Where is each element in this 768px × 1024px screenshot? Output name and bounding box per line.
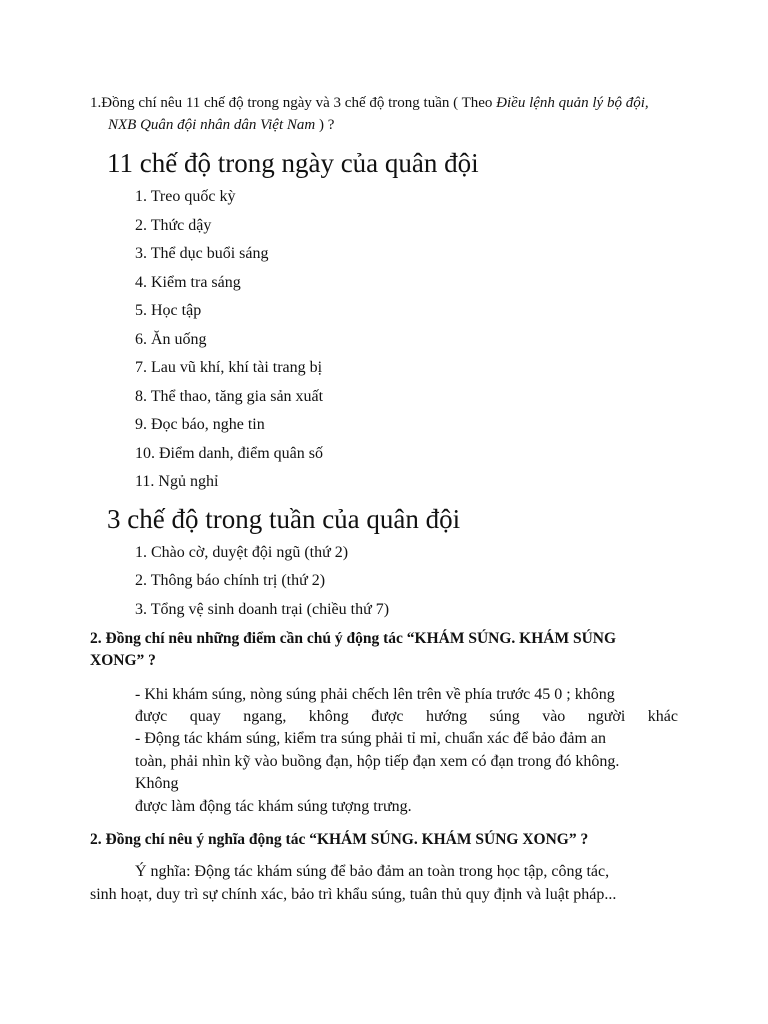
- daily-item-2: 2. Thức dậy: [135, 217, 212, 234]
- answer-2-line-3: - Động tác khám súng, kiểm tra súng phải tỉ mỉ, chuẩn xác để bảo đảm an: [135, 730, 606, 747]
- weekly-item-3: 3. Tổng vệ sinh doanh trại (chiều thứ 7): [135, 601, 390, 618]
- answer-2-line-1: - Khi khám súng, nòng súng phải chếch lên trên về phía trước 45 0 ; không: [135, 686, 615, 703]
- daily-item-7: 7. Lau vũ khí, khí tài trang bị: [135, 359, 323, 376]
- weekly-heading: 3 chế độ trong tuần của quân đội: [107, 504, 461, 534]
- question-1-publisher: NXB Quân đội nhân dân Việt Nam: [108, 117, 316, 133]
- question-1-reference: Điều lệnh quản lý bộ đội,: [496, 95, 649, 111]
- answer-3-line-1: Ý nghĩa: Động tác khám súng để bảo đảm an toàn trong học tập, công tác,: [135, 863, 610, 880]
- question-1-line-2: [108, 114, 334, 136]
- question-2-line-2: XONG” ?: [90, 652, 156, 669]
- answer-2-line-2: được quay ngang, không được hướng súng vào người khác: [135, 708, 678, 725]
- answer-3-line-2: sinh hoạt, duy trì sự chính xác, bảo trì khẩu súng, tuân thủ quy định và luật pháp...: [90, 886, 617, 903]
- weekly-item-1: 1. Chào cờ, duyệt đội ngũ (thứ 2): [135, 544, 349, 561]
- answer-2-line-5: Không: [135, 775, 179, 792]
- question-1-suffix: ) ?: [315, 117, 335, 133]
- question-1-prefix: 1.Đồng chí nêu 11 chế độ trong ngày và 3 chế độ trong tuần ( Theo: [90, 95, 497, 111]
- daily-item-10: 10. Điểm danh, điểm quân số: [135, 445, 323, 462]
- daily-item-8: 8. Thể thao, tăng gia sản xuất: [135, 388, 324, 405]
- daily-item-3: 3. Thể dục buổi sáng: [135, 245, 269, 262]
- daily-item-1: 1. Treo quốc kỳ: [135, 188, 236, 205]
- question-1-line-1: [90, 92, 649, 114]
- question-2-line-1: 2. Đồng chí nêu những điểm cần chú ý động tác “KHÁM SÚNG. KHÁM SÚNG: [90, 630, 617, 647]
- daily-item-9: 9. Đọc báo, nghe tin: [135, 416, 265, 433]
- answer-2-line-6: được làm động tác khám súng tượng trưng.: [135, 798, 412, 815]
- daily-item-11: 11. Ngủ nghỉ: [135, 473, 219, 490]
- daily-item-5: 5. Học tập: [135, 302, 202, 319]
- question-3-line: 2. Đồng chí nêu ý nghĩa động tác “KHÁM SÚNG. KHÁM SÚNG XONG” ?: [90, 831, 589, 848]
- daily-item-4: 4. Kiểm tra sáng: [135, 274, 241, 291]
- answer-2-line-4: toàn, phải nhìn kỹ vào buồng đạn, hộp tiếp đạn xem có đạn trong đó không.: [135, 753, 620, 770]
- daily-item-6: 6. Ăn uống: [135, 331, 207, 348]
- weekly-item-2: 2. Thông báo chính trị (thứ 2): [135, 572, 326, 589]
- daily-heading: 11 chế độ trong ngày của quân đội: [107, 148, 479, 178]
